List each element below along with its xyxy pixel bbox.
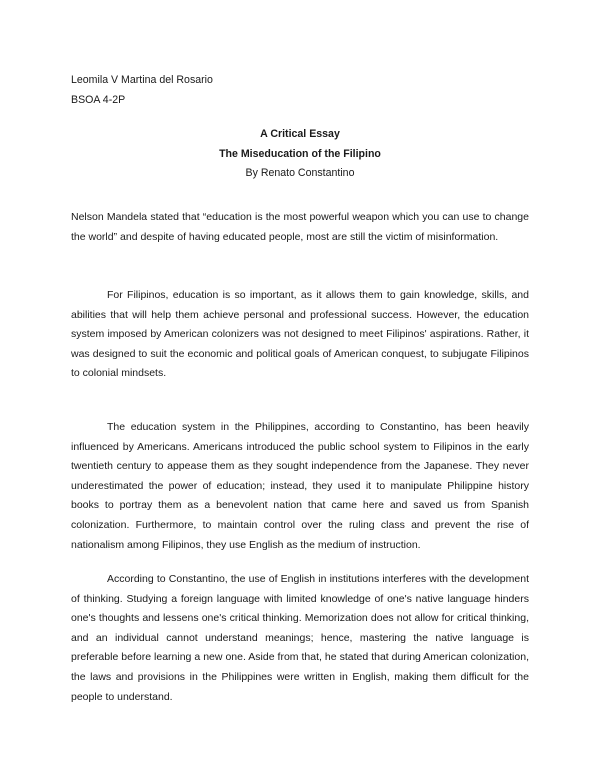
paragraph-2: For Filipinos, education is so important, as it allows them to gain knowledge, skills, and abilities that will help them achieve personal and professional success. However, the education system imposed by American colonizers was not designed to meet Filipinos' aspirations. Rather, it was designed to suit the economic and political goals of American conquest, to subjugate Filipinos to colonial mindsets. <box>71 289 529 380</box>
paragraph-4: According to Constantino, the use of English in institutions interferes with the development of thinking. Studying a foreign language with limited knowledge of one's native language hinders one's thoughts and lessens one's critical thinking. Memorization does not allow for critical thinking, and an individual cannot understand meanings; hence, mastering the native language is preferable before learning a new one. Aside from that, he stated that during American colonization, the laws and provisions in the Philippines were written in English, making them difficult for the people to understand. <box>71 573 529 703</box>
essay-byline: By Renato Constantino <box>245 167 355 179</box>
essay-title: A Critical Essay <box>260 128 340 140</box>
essay-heading <box>0 125 600 184</box>
paragraph-1: Nelson Mandela stated that “education is the most powerful weapon which you can use to change the world” and despite of having educated people, most are still the victim of misinformation. <box>71 211 529 243</box>
essay-subtitle: The Miseducation of the Filipino <box>219 147 381 160</box>
author-name: Leomila V Martina del Rosario <box>71 74 213 86</box>
author-block <box>71 71 213 110</box>
author-section: BSOA 4-2P <box>71 93 126 106</box>
paragraph-3: The education system in the Philippines, according to Constantino, has been heavily influenced by Americans. Americans introduced the public school system to Filipinos in the early twentieth century to appease them as they sought independence from the Japanese. They never underestimated the power of education; instead, they used it to manipulate Philippine history books to portray them as a benevolent nation that came here and saved us from Spanish colonization. Furthermore, to maintain control over the ruling class and prevent the rise of nationalism among Filipinos, they use English as the medium of instruction. <box>71 421 529 551</box>
